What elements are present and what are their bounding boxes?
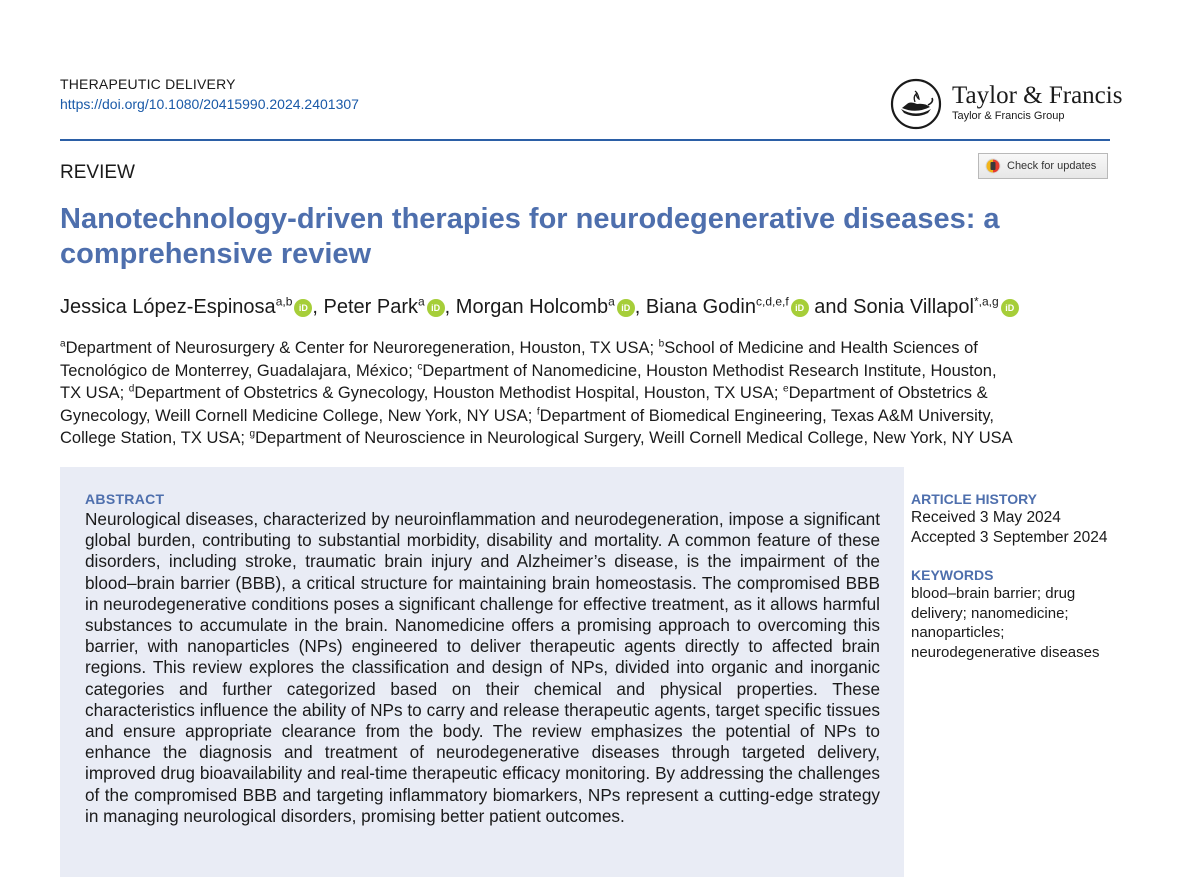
author-name: Sonia Villapol xyxy=(853,296,974,318)
affiliation-text: Department of Biomedical Engineering, Texas A&M University, College Station, TX USA; xyxy=(60,406,994,448)
author-affiliation-marker: a xyxy=(417,294,425,309)
affiliation-key: g xyxy=(249,428,256,440)
publisher-group: Taylor & Francis Group xyxy=(952,110,1065,122)
author-name: Biana Godin xyxy=(645,296,756,318)
affiliation-text: Department of Obstetrics & Gynecology, Houston Methodist Hospital, Houston, TX USA; xyxy=(134,384,784,403)
author-name: Peter Park xyxy=(323,296,418,318)
affiliation-key: f xyxy=(536,406,540,418)
article-history-heading: ARTICLE HISTORY xyxy=(911,491,1038,507)
keywords-heading: KEYWORDS xyxy=(911,567,994,583)
affiliation-text: Department of Neurosurgery & Center for Neuroregeneration, Houston, TX USA; xyxy=(65,339,659,357)
publisher-name: Taylor & Francis xyxy=(952,82,1123,109)
affiliation-text: Department of Neuroscience in Neurological Surgery, Weill Cornell Medical College, New York, NY USA xyxy=(255,429,1013,448)
header-divider xyxy=(60,139,1110,141)
keywords-list: blood–brain barrier; drug delivery; nanomedicine; nanoparticles; neurodegenerative diseases xyxy=(911,585,1100,661)
author-separator: and xyxy=(808,296,854,318)
affiliation-key: b xyxy=(658,338,665,350)
orcid-icon[interactable]: iD xyxy=(294,299,312,317)
affiliation-key: e xyxy=(783,383,789,395)
affiliation-key: a xyxy=(60,338,66,350)
publisher-brand xyxy=(890,78,1123,132)
author-name: Morgan Holcomb xyxy=(455,296,609,318)
affiliation-text: Department of Obstetrics & Gynecology, Weill Cornell Medicine College, New York, NY USA; xyxy=(60,384,988,425)
author-affiliation-marker: a xyxy=(608,294,615,309)
affiliation-key: d xyxy=(128,383,135,395)
author-separator: , xyxy=(634,296,646,318)
affiliation-text: School of Medicine and Health Sciences of Tecnológico de Monterrey, Guadalajara, México; xyxy=(60,339,978,380)
author-affiliation-marker: c,d,e,f xyxy=(755,294,789,309)
abstract-heading: ABSTRACT xyxy=(85,491,165,507)
accepted-date: Accepted 3 September 2024 xyxy=(911,529,1108,546)
check-for-updates-label: Check for updates xyxy=(1007,160,1097,172)
author-separator: , xyxy=(444,296,456,318)
author-separator: , xyxy=(312,296,324,318)
article-type: REVIEW xyxy=(60,162,135,183)
orcid-icon[interactable]: iD xyxy=(427,299,445,317)
doi-link[interactable]: https://doi.org/10.1080/20415990.2024.2401307 xyxy=(60,96,359,112)
orcid-icon[interactable]: iD xyxy=(1001,299,1019,317)
article-title: Nanotechnology-driven therapies for neurodegenerative diseases: a comprehensive review xyxy=(60,203,1000,270)
orcid-icon[interactable]: iD xyxy=(791,299,809,317)
received-date: Received 3 May 2024 xyxy=(911,509,1061,526)
author-name: Jessica López-Espinosa xyxy=(60,296,276,318)
abstract-body: Neurological diseases, characterized by neuroinflammation and neurodegeneration, impose a significant global burden, contributing to substantial morbidity, disability and mortality. A common feature of these disorders, including stroke, traumatic brain injury and Alzheimer’s disease, is the impairment of the blood–brain barrier (BBB), a critical structure for maintaining brain homeostasis. The compromised BBB in neurodegenerative conditions poses a significant challenge for effective treatment, as it allows harmful substances to accumulate in the brain. Nanomedicine offers a promising approach to overcoming this barrier, with nanoparticles (NPs) engineered to deliver therapeutic agents directly to affected brain regions. This review explores the classification and design of NPs, divided into organic and inorganic categories and further categorized based on their chemical and physical properties. These characteristics influence the ability of NPs to carry and release therapeutic agents, target specific tissues and ensure appropriate clearance from the body. The review emphasizes the potential of NPs to enhance the diagnosis and treatment of neurodegenerative diseases through targeted delivery, improved drug bioavailability and real-time therapeutic efficacy monitoring. By addressing the challenges of the compromised BBB and targeting inflammatory biomarkers, NPs represent a cutting-edge strategy in managing neurological disorders, promising better patient outcomes. xyxy=(85,509,880,826)
author-affiliation-marker: *,a,g xyxy=(974,294,999,309)
orcid-icon[interactable]: iD xyxy=(617,299,635,317)
author-affiliation-marker: a,b xyxy=(275,294,293,309)
journal-name: THERAPEUTIC DELIVERY xyxy=(60,76,236,92)
crossmark-icon xyxy=(985,158,1001,174)
affiliation-key: c xyxy=(417,361,423,373)
affiliations xyxy=(60,337,1020,450)
author-list xyxy=(60,293,1140,321)
affiliation-text: Department of Nanomedicine, Houston Methodist Research Institute, Houston, TX USA; xyxy=(60,361,997,403)
check-for-updates-button[interactable] xyxy=(978,153,1108,179)
lamp-logo-icon xyxy=(890,78,942,130)
